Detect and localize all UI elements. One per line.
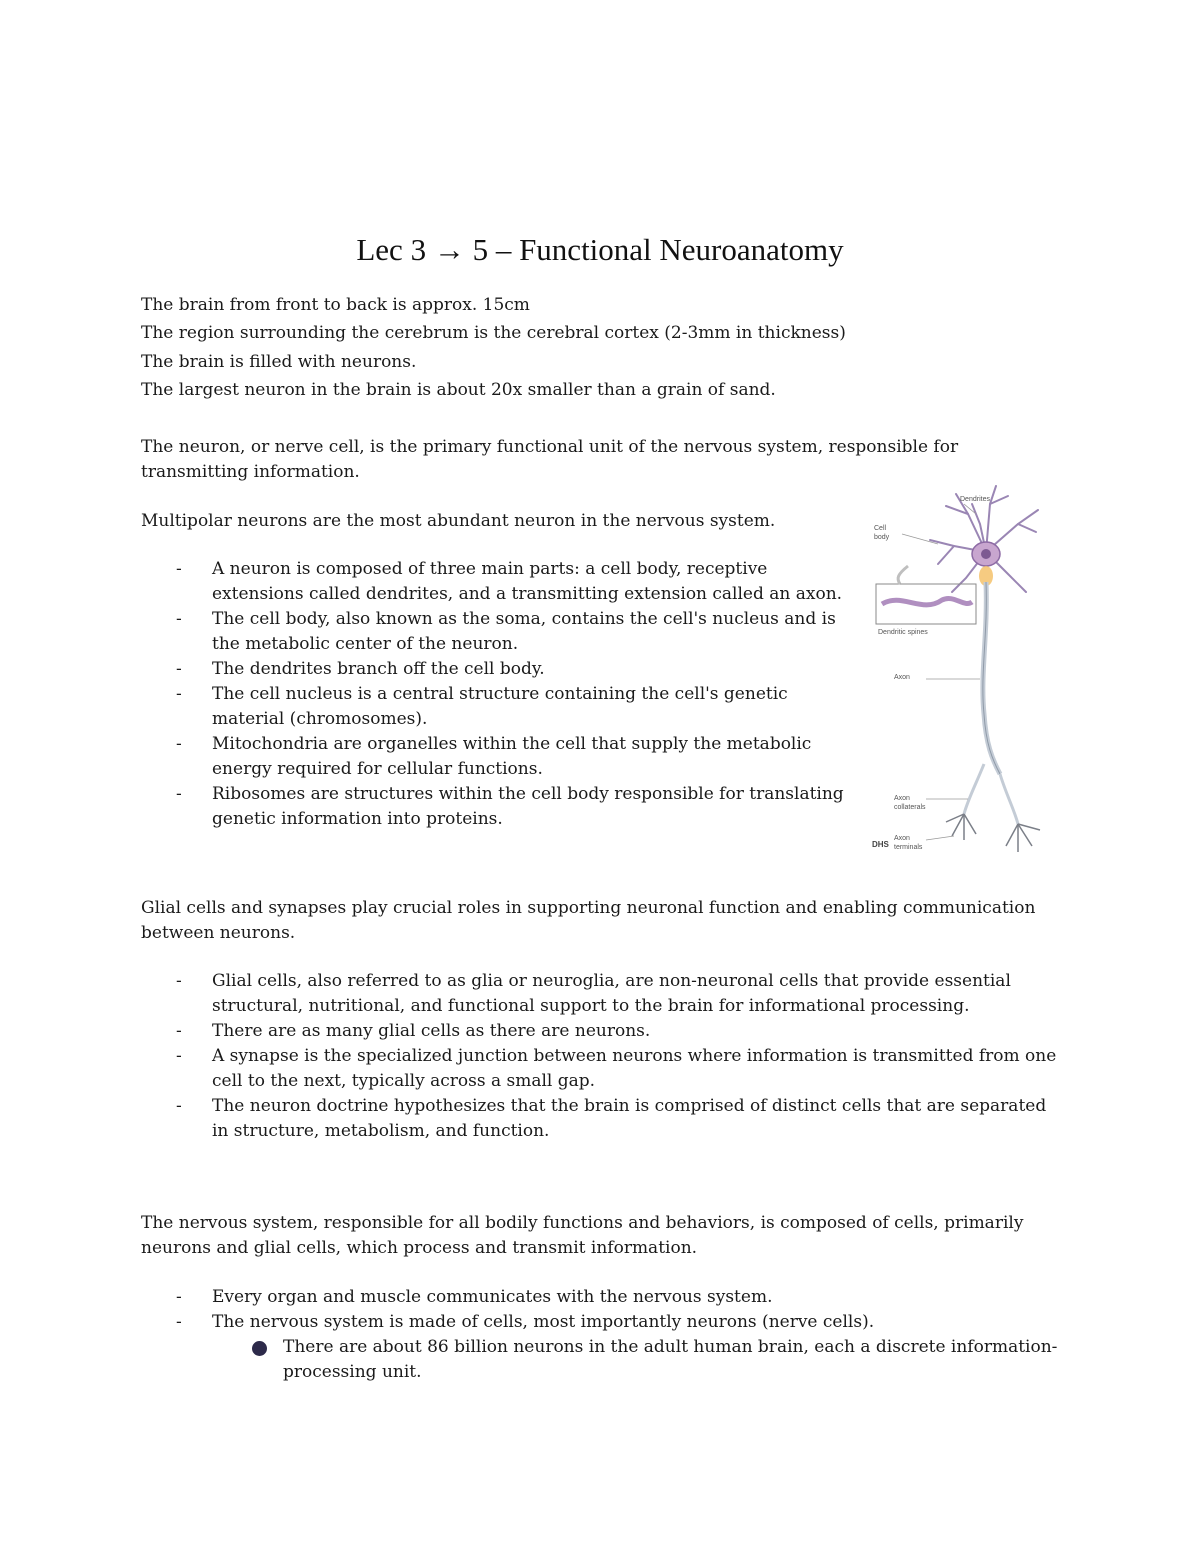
nervous-paragraph: The nervous system, responsible for all bodily functions and behaviors, is composed of cells, primarily neurons and glial cells, which process and transmit information.: [141, 1213, 1024, 1258]
intro-line: The brain is filled with neurons.: [141, 352, 417, 372]
neuron-paragraph: The neuron, or nerve cell, is the primary functional unit of the nervous system, responsible for transmitting information.: [141, 437, 959, 482]
glial-list: [0, 969, 1062, 1144]
list-item: - The cell nucleus is a central structure containing the cell's genetic material (chromosomes).: [176, 684, 788, 729]
multipolar-line: Multipolar neurons are the most abundant neuron in the nervous system.: [141, 511, 776, 531]
list-item: - Every organ and muscle communicates with the nervous system.: [176, 1287, 773, 1307]
neuron-parts-list: [0, 557, 845, 832]
intro-line: The largest neuron in the brain is about 20x smaller than a grain of sand.: [141, 380, 776, 400]
list-item: - The cell body, also known as the soma, contains the cell's nucleus and is the metabolic center of the neuron.: [176, 609, 836, 654]
intro-line: The brain from front to back is approx. 15cm: [141, 295, 530, 315]
label-collaterals: Axon collaterals: [894, 795, 926, 811]
nervous-list: [0, 1285, 1062, 1335]
list-item: - Glial cells, also referred to as glia or neuroglia, are non-neuronal cells that provide essential structural, nutritional, and functional support to the brain for informational processing.: [176, 971, 1011, 1016]
list-item: - Mitochondria are organelles within the cell that supply the metabolic energy required for cellular functions.: [176, 734, 812, 779]
bullet-icon: [252, 1341, 267, 1356]
list-item: - Ribosomes are structures within the cell body responsible for translating genetic information into proteins.: [176, 784, 844, 829]
list-item: - The dendrites branch off the cell body.: [176, 659, 545, 679]
label-terminals: Axon terminals: [894, 835, 923, 851]
list-item: - The nervous system is made of cells, most importantly neurons (nerve cells).: [176, 1312, 875, 1332]
neuron-diagram: [868, 474, 1050, 866]
label-dendrites: Dendrites: [960, 496, 990, 503]
glial-paragraph: Glial cells and synapses play crucial roles in supporting neuronal function and enabling communication between neurons.: [141, 898, 1036, 943]
list-item: - A synapse is the specialized junction between neurons where information is transmitted from one cell to the next, typically across a small gap.: [176, 1046, 1057, 1091]
list-item: - A neuron is composed of three main parts: a cell body, receptive extensions called dendrites, and a transmitting extension called an axon.: [176, 559, 843, 604]
label-spines: Dendritic spines: [878, 629, 928, 636]
list-item: There are about 86 billion neurons in the adult human brain, each a discrete information-processing unit.: [0, 1335, 1062, 1385]
intro-line: The region surrounding the cerebrum is the cerebral cortex (2-3mm in thickness): [141, 323, 846, 343]
label-cell-body: Cell body: [874, 525, 890, 541]
page-title: Lec 3 → 5 – Functional Neuroanatomy: [356, 232, 844, 267]
nervous-sublist: [0, 1335, 1062, 1385]
list-item: - There are as many glial cells as there are neurons.: [176, 1021, 651, 1041]
label-credit: DHS: [872, 840, 889, 849]
list-item: - The neuron doctrine hypothesizes that the brain is comprised of distinct cells that are separated in structure, metabolism, and function.: [176, 1096, 1047, 1141]
label-axon: Axon: [894, 674, 910, 681]
